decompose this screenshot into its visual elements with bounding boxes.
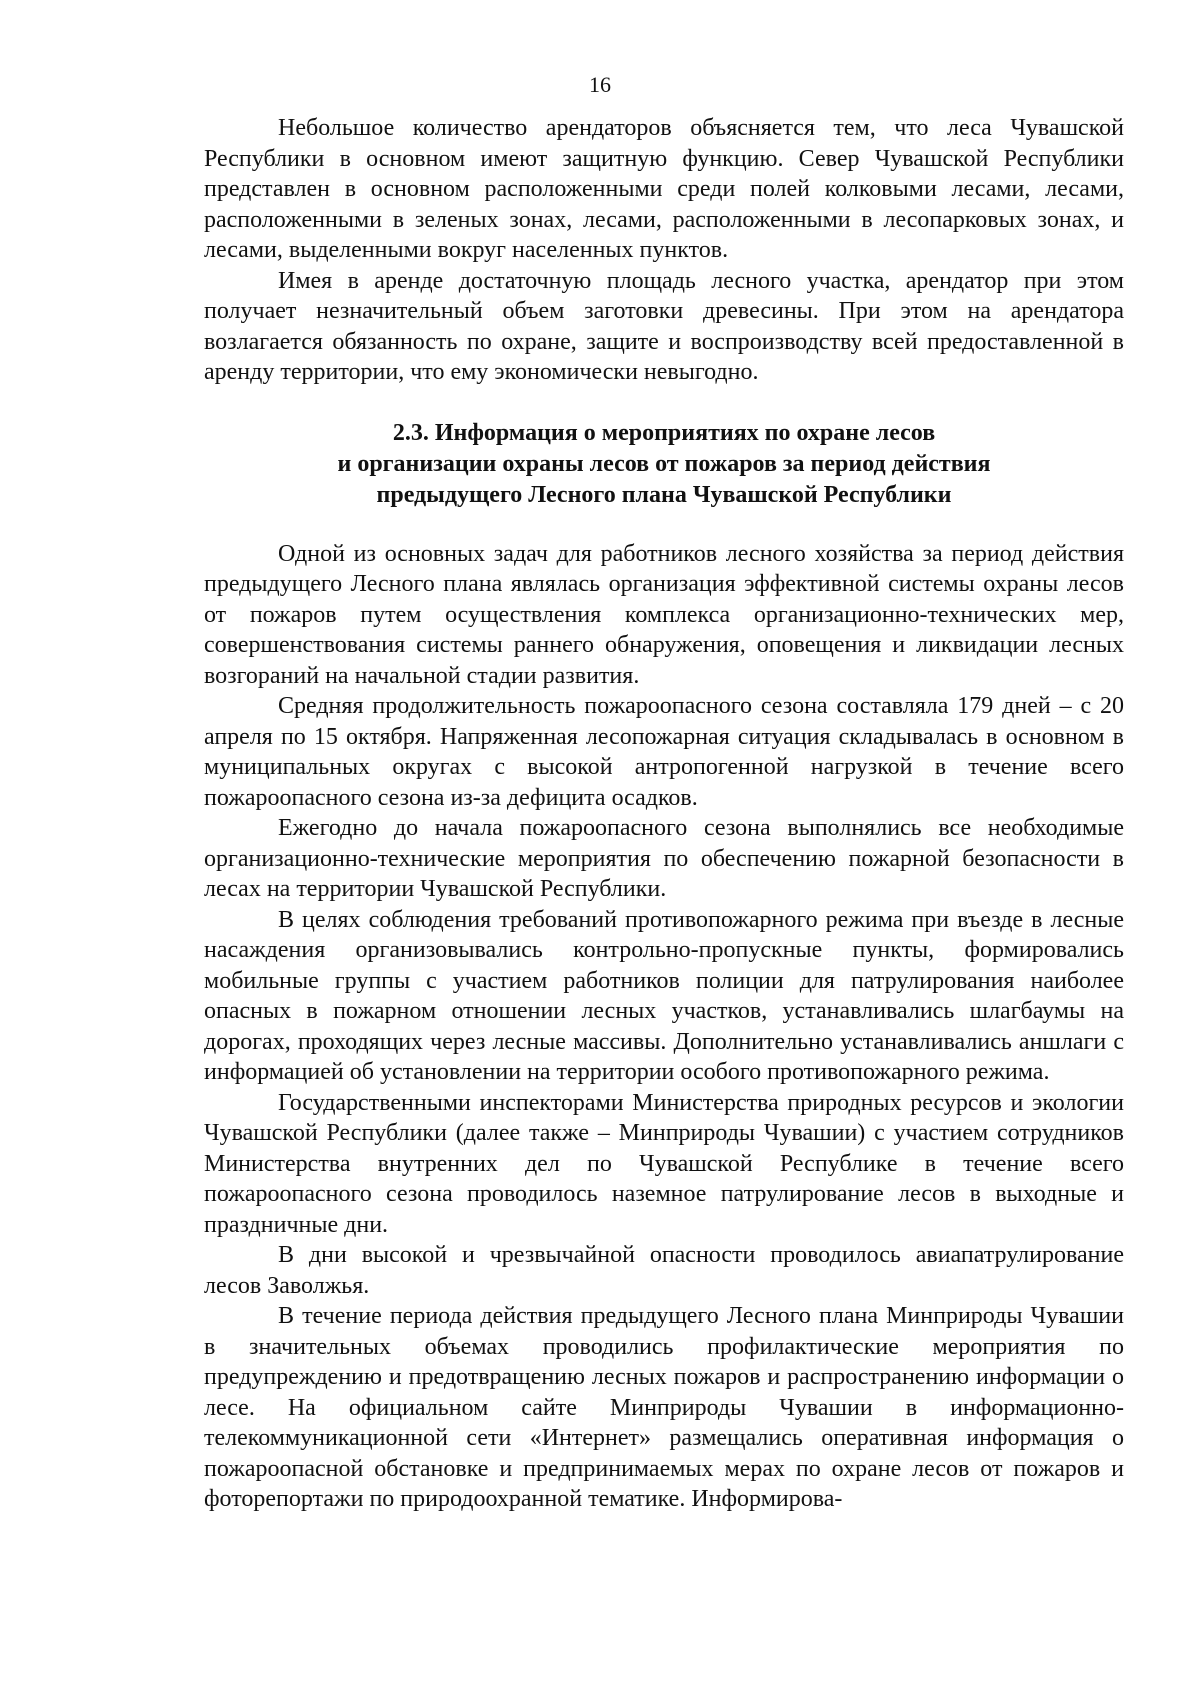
paragraph: Средняя продолжительность пожароопасного сезона составляла 179 дней – с 20 апреля по 15 октября. Напряженная лесопожарная ситуация складывалась в основном в муниципальных округах с высокой антропогенной нагрузкой в течение всего пожароопасного сезона из-за дефицита осадков. [204,693,1124,811]
section-heading-line: предыдущего Лесного плана Чувашской Республики [376,481,952,508]
paragraph: Имея в аренде достаточную площадь лесного участка, арендатор при этом получает незначительный объем заготовки древесины. При этом на арендатора возлагается обязанность по охране, защите и воспроизводству всей предоставленной в аренду территории, что ему экономически невыгодно. [204,267,1124,385]
paragraph: Одной из основных задач для работников лесного хозяйства за период действия предыдущего Лесного плана являлась организация эффективной системы охраны лесов от пожаров путем осуществления комплекса организационно-технических мер, совершенствования системы раннего обнаружения, оповещения и ликвидации лесных возгораний на начальной стадии развития. [204,540,1124,689]
page-content [204,113,1124,1515]
section-heading [204,418,1124,511]
paragraph: В дни высокой и чрезвычайной опасности проводилось авиапатрулирование лесов Заволжья. [204,1242,1124,1299]
page-number: 16 [589,72,611,97]
paragraph: Государственными инспекторами Министерства природных ресурсов и экологии Чувашской Республики (далее также – Минприроды Чувашии) с участием сотрудников Министерства внутренних дел по Чувашской Республике в течение всего пожароопасного сезона проводилось наземное патрулирование лесов в выходные и праздничные дни. [204,1089,1124,1238]
section-heading-line: и организации охраны лесов от пожаров за период действия [337,450,991,477]
paragraph: Небольшое количество арендаторов объясняется тем, что леса Чувашской Республики в основном имеют защитную функцию. Север Чувашской Республики представлен в основном расположенными среди полей колковыми лесами, лесами, расположенными в зеленых зонах, лесами, расположенными в лесопарковых зонах, и лесами, выделенными вокруг населенных пунктов. [204,115,1124,263]
section-heading-line: 2.3. Информация о мероприятиях по охране лесов [392,419,936,446]
paragraph: В течение периода действия предыдущего Лесного плана Минприроды Чувашии в значительных объемах проводились профилактические мероприятия по предупреждению и предотвращению лесных пожаров и распространению информации о лесе. На официальном сайте Минприроды Чувашии в информационно-телекоммуникационной сети «Интернет» размещались оперативная информация о пожароопасной обстановке и предпринимаемых мерах по охране лесов от пожаров и фоторепортажи по природоохранной тематике. Информирова- [204,1303,1124,1512]
paragraph: Ежегодно до начала пожароопасного сезона выполнялись все необходимые организационно-технические мероприятия по обеспечению пожарной безопасности в лесах на территории Чувашской Республики. [204,815,1124,902]
paragraph: В целях соблюдения требований противопожарного режима при въезде в лесные насаждения организовывались контрольно-пропускные пункты, формировались мобильные группы с участием работников полиции для патрулирования наиболее опасных в пожарном отношении лесных участков, устанавливались шлагбаумы на дорогах, проходящих через лесные массивы. Дополнительно устанавливались аншлаги с информацией об установлении на территории особого противопожарного режима. [204,906,1124,1085]
